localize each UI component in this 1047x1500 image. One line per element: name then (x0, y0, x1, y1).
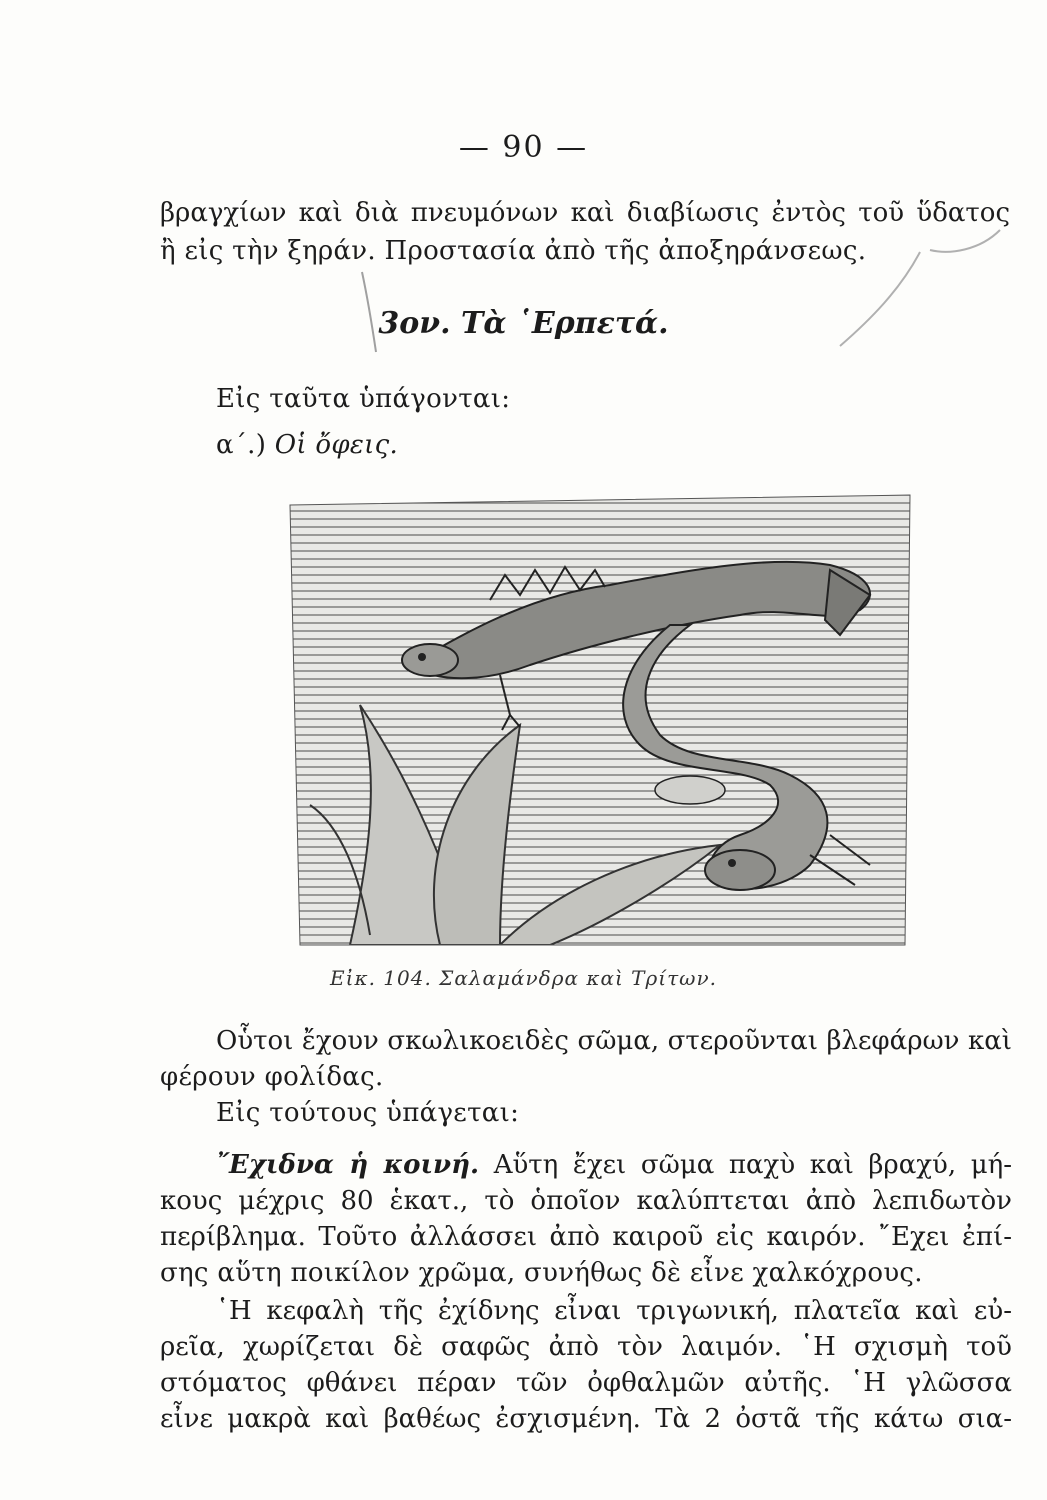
illustration-salamander-newt (270, 475, 920, 965)
paragraph-3-line-3: περίβλημα. Τοῦτο ἀλλάσσει ἀπὸ καιροῦ εἰς καιρόν. ῎Εχει ἐπί- (160, 1222, 1012, 1252)
text-line-1: βραγχίων καὶ διὰ πνευμόνων καὶ διαβίωσις ἐντὸς τοῦ ὕδατος (160, 198, 1010, 228)
paragraph-3-line-1-text: Αὕτη ἔχει σῶμα παχὺ καὶ βραχύ, μή- (493, 1150, 1012, 1180)
paragraph-3-line-1 (216, 1148, 1012, 1182)
figure-caption: Εἰκ. 104. Σαλαμάνδρα καὶ Τρίτων. (330, 966, 717, 990)
paragraph-4-line-1: ῾Η κεφαλὴ τῆς ἐχίδνης εἶναι τριγωνική, πλατεῖα καὶ εὐ- (216, 1296, 1012, 1326)
paragraph-4-line-4: εἶνε μακρὰ καὶ βαθέως ἐσχισμένη. Τὰ 2 ὀστᾶ τῆς κάτω σια- (160, 1404, 1012, 1434)
paragraph-2-line-1: Εἰς τούτους ὑπάγεται: (216, 1098, 520, 1128)
paragraph-3-line-4: σης αὕτη ποικίλον χρῶμα, συνήθως δὲ εἶνε χαλκόχρους. (160, 1258, 923, 1288)
paragraph-4-line-3: στόματος φθάνει πέραν τῶν ὀφθαλμῶν αὐτῆς. ῾Η γλῶσσα (160, 1368, 1012, 1398)
list-item-a (216, 428, 398, 462)
section-heading: 3ον. Τὰ ῾Ερπετά. (378, 306, 669, 341)
list-marker: α΄.) (216, 430, 267, 460)
paragraph-1-line-2: φέρουν φολίδας. (160, 1062, 384, 1092)
page-number: — 90 — (458, 130, 589, 165)
paragraph-3-line-2: κους μέχρις 80 ἑκατ., τὸ ὁποῖον καλύπτεται ἀπὸ λεπιδωτὸν (160, 1186, 1012, 1216)
text-line-2: ἢ εἰς τὴν ξηράν. Προστασία ἀπὸ τῆς ἀποξηράνσεως. (160, 236, 867, 266)
list-item-title: Οἱ ὄφεις. (274, 430, 399, 460)
paragraph-1-line-1: Οὗτοι ἔχουν σκωλικοειδὲς σῶμα, στεροῦνται βλεφάρων καὶ (216, 1026, 1012, 1056)
paragraph-4-line-2: ρεῖα, χωρίζεται δὲ σαφῶς ἀπὸ τὸν λαιμόν. ῾Η σχισμὴ τοῦ (160, 1332, 1012, 1362)
species-name: ῎Εχιδνα ἡ κοινή. (216, 1150, 480, 1180)
text-line-3: Εἰς ταῦτα ὑπάγονται: (216, 384, 511, 414)
